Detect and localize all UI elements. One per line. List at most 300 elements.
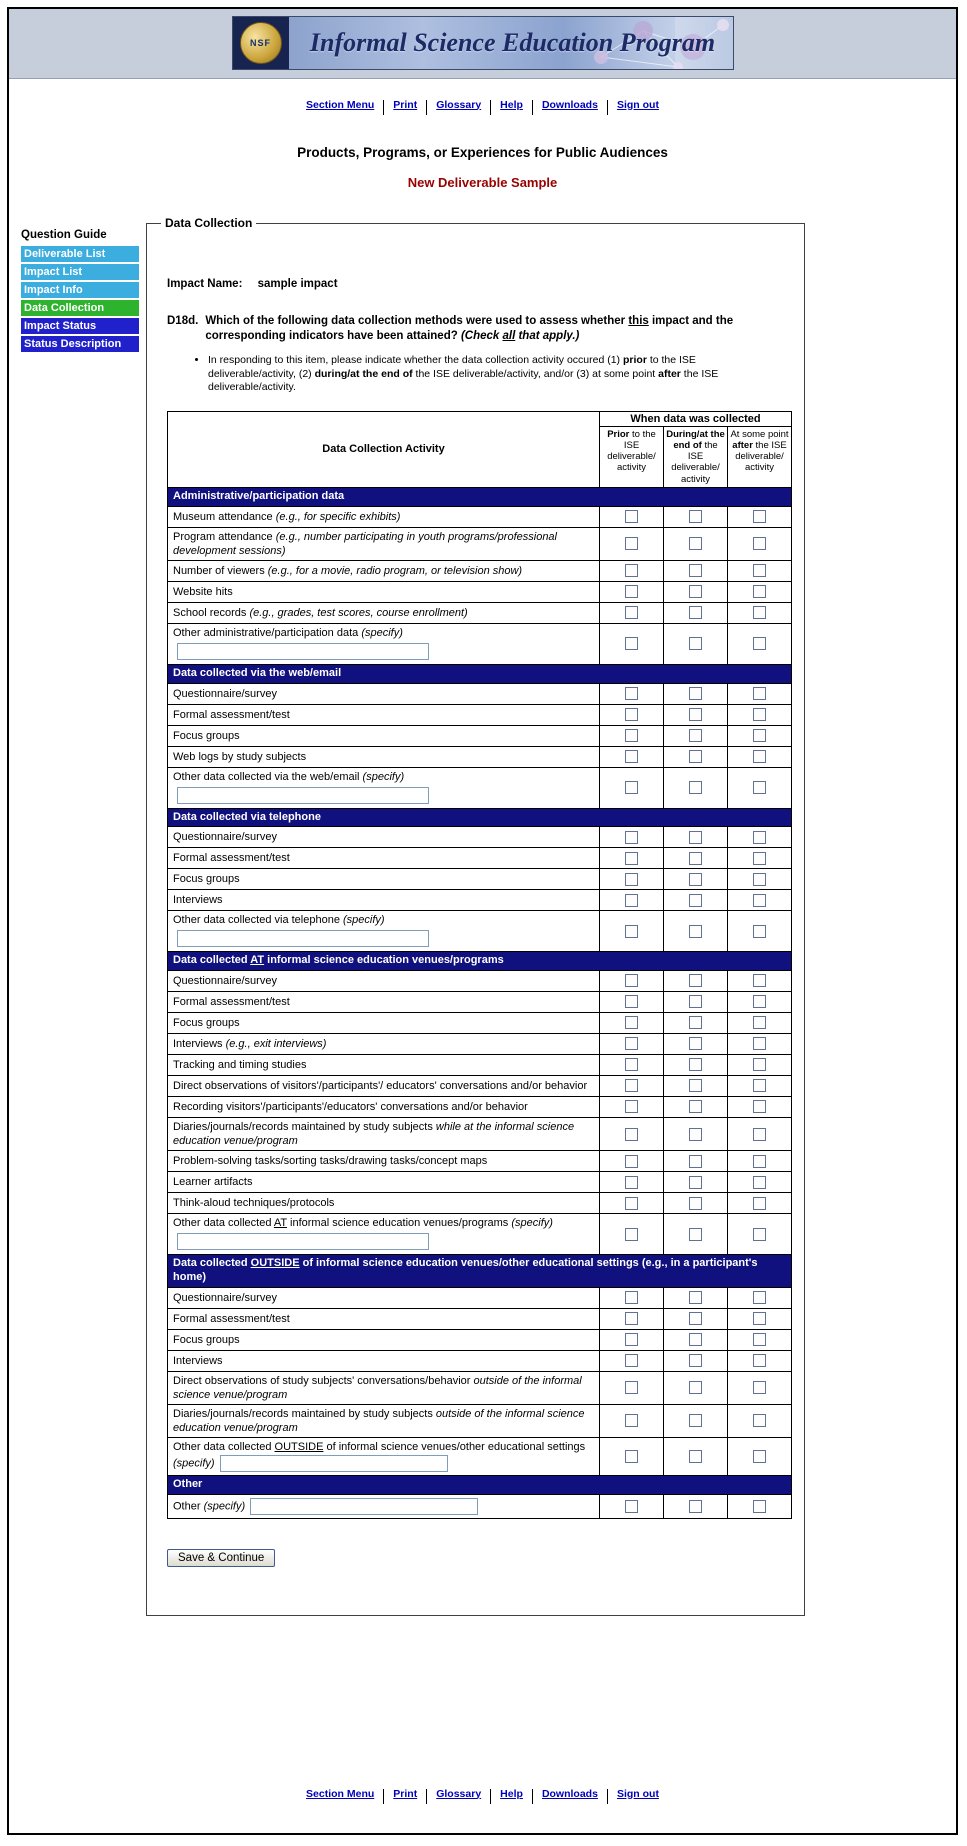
activity-label-cell [168,1193,600,1214]
activity-row [168,1308,792,1329]
checkbox-during[interactable] [689,1228,702,1241]
checkbox-prior[interactable] [625,585,638,598]
activity-label-cell [168,1151,600,1172]
checkbox-cell-after [728,602,792,623]
checkbox-cell-prior [600,506,664,527]
other-specify-input[interactable] [177,1233,429,1250]
checkbox-cell-prior [600,1097,664,1118]
checkbox-cell-after [728,581,792,602]
activity-label: Focus groups [173,873,240,886]
page-title: Products, Programs, or Experiences for Public Audiences [297,145,668,160]
activity-label-cell [168,1371,600,1404]
other-specify-input[interactable] [250,1498,478,1515]
checkbox-cell-during [664,725,728,746]
checkbox-prior[interactable] [625,974,638,987]
checkbox-cell-prior [600,1308,664,1329]
when-collected-group-header: When data was collected [600,411,792,426]
activity-label: Interviews [173,894,223,907]
checkbox-cell-prior [600,1013,664,1034]
checkbox-prior[interactable] [625,873,638,886]
checkbox-cell-after [728,992,792,1013]
checkbox-cell-after [728,890,792,911]
header-band [9,9,956,79]
other-specify-input[interactable] [220,1455,448,1472]
checkbox-during[interactable] [689,637,702,650]
checkbox-after[interactable] [753,995,766,1008]
checkbox-prior[interactable] [625,852,638,865]
checkbox-after[interactable] [753,1100,766,1113]
checkbox-cell-after [728,971,792,992]
activity-label: Formal assessment/test [173,708,290,721]
checkbox-cell-after [728,1214,792,1255]
activity-row [168,1193,792,1214]
nav-link-sign-out[interactable]: Sign out [616,98,659,111]
section-header-row [168,487,792,506]
nav-link-section-menu[interactable]: Section Menu [306,98,375,111]
checkbox-after[interactable] [753,1016,766,1029]
activity-row [168,992,792,1013]
data-collection-fieldset [146,216,805,1616]
other-specify-input[interactable] [177,787,429,804]
checkbox-prior[interactable] [625,687,638,700]
checkbox-after[interactable] [753,831,766,844]
checkbox-during[interactable] [689,1016,702,1029]
activity-row [168,869,792,890]
checkbox-cell-after [728,560,792,581]
checkbox-after[interactable] [753,750,766,763]
checkbox-after[interactable] [753,781,766,794]
checkbox-during[interactable] [689,1037,702,1050]
checkbox-during[interactable] [689,1176,702,1189]
nav-separator [532,100,533,115]
checkbox-during[interactable] [689,1291,702,1304]
activity-label: Formal assessment/test [173,852,290,865]
activity-label-cell [168,1055,600,1076]
checkbox-cell-prior [600,1495,664,1519]
activity-label: Formal assessment/test [173,1312,290,1325]
activity-label-cell [168,869,600,890]
question-guide-list [21,246,139,352]
checkbox-after[interactable] [753,606,766,619]
checkbox-cell-prior [600,1172,664,1193]
checkbox-cell-during [664,1214,728,1255]
checkbox-prior[interactable] [625,1197,638,1210]
activity-label-cell [168,1405,600,1438]
checkbox-cell-during [664,1350,728,1371]
checkbox-cell-during [664,704,728,725]
checkbox-after[interactable] [753,729,766,742]
checkbox-cell-prior [600,602,664,623]
checkbox-prior[interactable] [625,1312,638,1325]
banner-title: Informal Science Education Program [309,28,716,57]
checkbox-during[interactable] [689,995,702,1008]
checkbox-after[interactable] [753,1176,766,1189]
activity-column-header: Data Collection Activity [168,411,600,487]
checkbox-prior[interactable] [625,1079,638,1092]
checkbox-cell-during [664,827,728,848]
checkbox-during[interactable] [689,925,702,938]
checkbox-cell-during [664,1308,728,1329]
checkbox-after[interactable] [753,1079,766,1092]
checkbox-after[interactable] [753,1058,766,1071]
checkbox-during[interactable] [689,974,702,987]
checkbox-after[interactable] [753,974,766,987]
checkbox-prior[interactable] [625,537,638,550]
checkbox-cell-after [728,704,792,725]
page-subtitle: New Deliverable Sample [407,175,558,190]
checkbox-after[interactable] [753,637,766,650]
checkbox-prior[interactable] [625,1414,638,1427]
checkbox-prior[interactable] [625,1333,638,1346]
checkbox-cell-during [664,971,728,992]
question-note-list [195,354,755,395]
activity-label: Web logs by study subjects [173,750,307,763]
nav-link-downloads[interactable]: Downloads [541,98,598,111]
section-header: Data collected OUTSIDE of informal science education venues/other educational settings (e.g., in a participant's home) [168,1255,792,1288]
checkbox-cell-during [664,767,728,808]
checkbox-cell-during [664,1193,728,1214]
checkbox-prior[interactable] [625,995,638,1008]
checkbox-after[interactable] [753,852,766,865]
checkbox-after[interactable] [753,1228,766,1241]
checkbox-cell-after [728,911,792,952]
activity-label: Other administrative/participation data (specify) [173,626,403,639]
activity-row [168,1495,792,1519]
checkbox-cell-after [728,1193,792,1214]
checkbox-cell-prior [600,1438,664,1476]
activity-row [168,1118,792,1151]
checkbox-after[interactable] [753,1197,766,1210]
checkbox-during[interactable] [689,708,702,721]
checkbox-after[interactable] [753,1312,766,1325]
checkbox-cell-after [728,1097,792,1118]
checkbox-cell-after [728,1034,792,1055]
activity-label-cell [168,890,600,911]
checkbox-after[interactable] [753,687,766,700]
checkbox-cell-after [728,827,792,848]
checkbox-during[interactable] [689,585,702,598]
checkbox-cell-after [728,848,792,869]
checkbox-prior[interactable] [625,1500,638,1513]
activity-label: Website hits [173,585,233,598]
checkbox-prior[interactable] [625,1354,638,1367]
section-header-row [168,1255,792,1288]
col-header-prior: Prior to the ISE deliverable/activity [600,426,664,487]
activity-label: Museum attendance (e.g., for specific exhibits) [173,510,401,523]
checkbox-during[interactable] [689,729,702,742]
nsf-logo [233,17,289,69]
content [9,216,956,1616]
checkbox-after[interactable] [753,1354,766,1367]
checkbox-prior[interactable] [625,1100,638,1113]
checkbox-prior[interactable] [625,781,638,794]
checkbox-after[interactable] [753,564,766,577]
checkbox-prior[interactable] [625,637,638,650]
program-banner [232,16,734,70]
checkbox-after[interactable] [753,873,766,886]
checkbox-cell-after [728,527,792,560]
checkbox-cell-during [664,1438,728,1476]
checkbox-prior[interactable] [625,510,638,523]
checkbox-cell-after [728,1172,792,1193]
checkbox-during[interactable] [689,852,702,865]
checkbox-cell-prior [600,848,664,869]
sidebar-item-impact-status[interactable]: Impact Status [21,318,139,334]
activity-label-cell [168,827,600,848]
nav-separator [426,1789,427,1804]
checkbox-during[interactable] [689,1155,702,1168]
checkbox-after[interactable] [753,1450,766,1463]
activity-label-cell [168,725,600,746]
checkbox-during[interactable] [689,1128,702,1141]
activity-row [168,1034,792,1055]
checkbox-prior[interactable] [625,750,638,763]
checkbox-prior[interactable] [625,1450,638,1463]
checkbox-cell-prior [600,1371,664,1404]
nav-link-glossary[interactable]: Glossary [436,98,482,111]
checkbox-prior[interactable] [625,831,638,844]
activity-label-cell [168,1287,600,1308]
checkbox-during[interactable] [689,1500,702,1513]
activity-label: Problem-solving tasks/sorting tasks/drawing tasks/concept maps [173,1155,488,1168]
checkbox-after[interactable] [753,708,766,721]
checkbox-prior[interactable] [625,1037,638,1050]
checkbox-cell-after [728,1350,792,1371]
sidebar-item-deliverable-list[interactable]: Deliverable List [21,246,139,262]
checkbox-cell-after [728,1013,792,1034]
activity-label-cell [168,746,600,767]
checkbox-after[interactable] [753,1333,766,1346]
sidebar-item-impact-info[interactable]: Impact Info [21,282,139,298]
impact-name-value: sample impact [257,278,338,290]
checkbox-prior[interactable] [625,1128,638,1141]
checkbox-prior[interactable] [625,729,638,742]
checkbox-cell-during [664,1495,728,1519]
nav-link-print[interactable]: Print [393,1787,418,1800]
checkbox-cell-prior [600,890,664,911]
activity-label-cell [168,1034,600,1055]
save-continue-button[interactable]: Save & Continue [167,1549,275,1567]
section-header: Data collected via telephone [168,808,792,827]
section-header: Data collected AT informal science education venues/programs [168,952,792,971]
checkbox-cell-after [728,746,792,767]
checkbox-during[interactable] [689,1058,702,1071]
checkbox-during[interactable] [689,894,702,907]
checkbox-cell-prior [600,1118,664,1151]
activity-label-cell [168,1438,600,1476]
checkbox-prior[interactable] [625,925,638,938]
nav-separator [532,1789,533,1804]
nav-link-print[interactable]: Print [393,98,418,111]
checkbox-during[interactable] [689,1197,702,1210]
activity-label-cell [168,683,600,704]
activity-row [168,1329,792,1350]
impact-name-label: Impact Name: [167,278,243,290]
nav-link-glossary[interactable]: Glossary [436,1787,482,1800]
checkbox-after[interactable] [753,1381,766,1394]
checkbox-after[interactable] [753,510,766,523]
checkbox-prior[interactable] [625,1058,638,1071]
activity-row [168,890,792,911]
checkbox-prior[interactable] [625,1016,638,1029]
checkbox-cell-prior [600,1055,664,1076]
checkbox-cell-prior [600,992,664,1013]
checkbox-after[interactable] [753,1155,766,1168]
checkbox-cell-during [664,623,728,664]
table-body [168,487,792,1518]
activity-label-cell [168,602,600,623]
checkbox-cell-prior [600,767,664,808]
checkbox-during[interactable] [689,564,702,577]
checkbox-prior[interactable] [625,894,638,907]
activity-label-cell [168,1214,600,1255]
checkbox-cell-after [728,1495,792,1519]
checkbox-during[interactable] [689,687,702,700]
activity-row [168,581,792,602]
nav-separator [383,1789,384,1804]
nav-link-sign-out[interactable]: Sign out [616,1787,659,1800]
activity-label: Think-aloud techniques/protocols [173,1197,335,1210]
activity-row [168,848,792,869]
checkbox-prior[interactable] [625,564,638,577]
activity-row [168,725,792,746]
activity-label: Program attendance (e.g., number participating in youth programs/professional development sessions) [173,530,557,557]
checkbox-during[interactable] [689,1414,702,1427]
checkbox-during[interactable] [689,1333,702,1346]
activity-label: Other data collected via telephone (specify) [173,914,385,927]
checkbox-cell-during [664,1371,728,1404]
checkbox-cell-prior [600,1151,664,1172]
checkbox-prior[interactable] [625,606,638,619]
checkbox-during[interactable] [689,1312,702,1325]
checkbox-after[interactable] [753,1500,766,1513]
checkbox-during[interactable] [689,1100,702,1113]
activity-label: Focus groups [173,1017,240,1030]
checkbox-prior[interactable] [625,1291,638,1304]
activity-row [168,602,792,623]
checkbox-cell-during [664,1034,728,1055]
checkbox-cell-during [664,1172,728,1193]
nav-link-help[interactable]: Help [500,1787,523,1800]
checkbox-during[interactable] [689,510,702,523]
section-header: Administrative/participation data [168,487,792,506]
nav-link-help[interactable]: Help [500,98,523,111]
sidebar-item-impact-list[interactable]: Impact List [21,264,139,280]
sidebar-item-status-description[interactable]: Status Description [21,336,139,352]
activity-label: Other data collected OUTSIDE of informal science venues/other educational settings (specify) [173,1441,586,1470]
checkbox-cell-during [664,1287,728,1308]
checkbox-cell-during [664,869,728,890]
checkbox-during[interactable] [689,1354,702,1367]
nav-link-downloads[interactable]: Downloads [541,1787,598,1800]
checkbox-cell-after [728,1405,792,1438]
checkbox-cell-prior [600,1193,664,1214]
checkbox-cell-prior [600,527,664,560]
checkbox-during[interactable] [689,1381,702,1394]
activity-row [168,911,792,952]
checkbox-cell-after [728,869,792,890]
checkbox-prior[interactable] [625,1155,638,1168]
activity-row [168,527,792,560]
nsf-logo-circle [240,22,282,64]
activity-row [168,971,792,992]
activity-label-cell [168,1350,600,1371]
page [7,7,958,1835]
checkbox-after[interactable] [753,894,766,907]
checkbox-cell-during [664,1118,728,1151]
checkbox-prior[interactable] [625,1381,638,1394]
checkbox-during[interactable] [689,781,702,794]
activity-row [168,767,792,808]
section-header-row [168,664,792,683]
activity-row [168,560,792,581]
checkbox-after[interactable] [753,1291,766,1304]
checkbox-after[interactable] [753,585,766,598]
checkbox-cell-after [728,1055,792,1076]
activity-row [168,506,792,527]
checkbox-cell-prior [600,683,664,704]
activity-label-cell [168,767,600,808]
activity-label: Learner artifacts [173,1176,253,1189]
checkbox-prior[interactable] [625,1228,638,1241]
activity-label: Focus groups [173,1333,240,1346]
checkbox-cell-after [728,506,792,527]
checkbox-cell-during [664,581,728,602]
checkbox-cell-prior [600,1329,664,1350]
activity-row [168,827,792,848]
activity-label-cell [168,971,600,992]
checkbox-cell-prior [600,1350,664,1371]
impact-name-line [167,278,792,290]
top-nav [9,97,956,112]
sidebar-item-data-collection[interactable]: Data Collection [21,300,139,316]
checkbox-during[interactable] [689,831,702,844]
checkbox-cell-during [664,1151,728,1172]
nav-separator [383,100,384,115]
checkbox-during[interactable] [689,750,702,763]
checkbox-cell-prior [600,581,664,602]
checkbox-during[interactable] [689,1450,702,1463]
checkbox-after[interactable] [753,1128,766,1141]
checkbox-after[interactable] [753,1414,766,1427]
activity-label-cell [168,623,600,664]
activity-row [168,1371,792,1404]
checkbox-cell-during [664,683,728,704]
checkbox-prior[interactable] [625,708,638,721]
bottom-nav [9,1786,956,1801]
other-specify-input[interactable] [177,930,429,947]
checkbox-prior[interactable] [625,1176,638,1189]
checkbox-cell-prior [600,704,664,725]
checkbox-after[interactable] [753,1037,766,1050]
nav-link-section-menu[interactable]: Section Menu [306,1787,375,1800]
checkbox-cell-after [728,767,792,808]
checkbox-after[interactable] [753,925,766,938]
activity-row [168,1172,792,1193]
checkbox-cell-during [664,527,728,560]
section-header: Data collected via the web/email [168,664,792,683]
activity-row [168,1438,792,1476]
activity-row [168,683,792,704]
checkbox-during[interactable] [689,537,702,550]
activity-label-cell [168,1308,600,1329]
checkbox-after[interactable] [753,537,766,550]
checkbox-during[interactable] [689,1079,702,1092]
checkbox-cell-during [664,992,728,1013]
checkbox-during[interactable] [689,873,702,886]
other-specify-input[interactable] [177,643,429,660]
checkbox-during[interactable] [689,606,702,619]
